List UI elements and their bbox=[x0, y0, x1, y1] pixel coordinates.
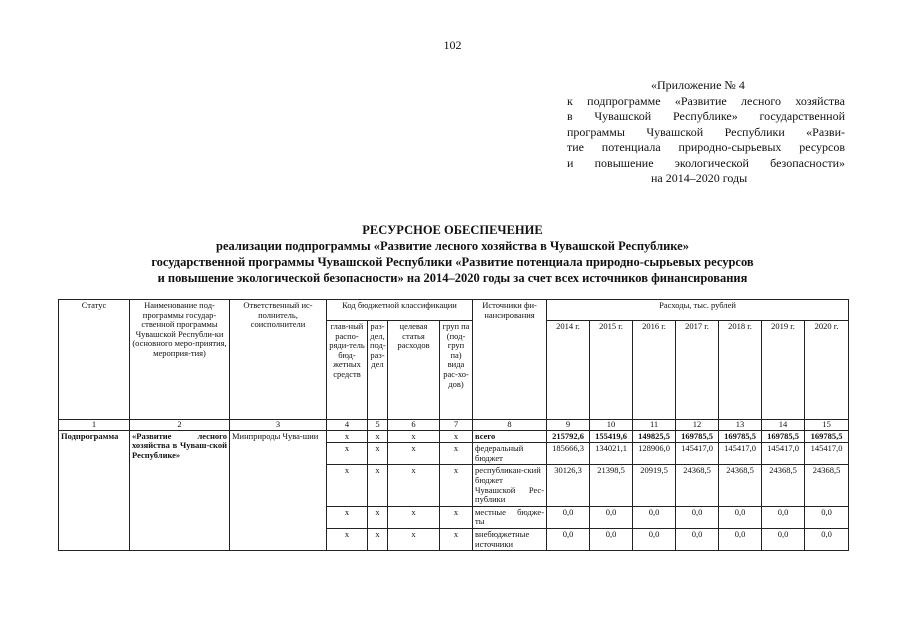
column-number: 5 bbox=[368, 420, 388, 431]
header-year: 2019 г. bbox=[762, 321, 805, 420]
code-cell: x bbox=[388, 506, 440, 528]
program-name-cell: «Развитие лесного хозяйства в Чуваш-ской Республике» bbox=[130, 430, 230, 551]
code-cell: x bbox=[440, 443, 473, 465]
value-cell: 0,0 bbox=[719, 528, 762, 550]
code-cell: x bbox=[440, 506, 473, 528]
column-number: 8 bbox=[473, 420, 547, 431]
value-cell: 24368,5 bbox=[762, 465, 805, 506]
source-cell: местные бюдже-ты bbox=[473, 506, 547, 528]
responsible-cell: Минприроды Чува-шии bbox=[230, 430, 327, 551]
code-cell: x bbox=[327, 506, 368, 528]
appendix-line: тие потенциала природно-сырьевых ресурсов bbox=[567, 140, 845, 154]
value-cell: 0,0 bbox=[719, 506, 762, 528]
document-heading bbox=[0, 222, 905, 286]
appendix-line: в Чувашской Республике» государственной bbox=[567, 109, 845, 123]
value-cell: 0,0 bbox=[762, 506, 805, 528]
column-number: 15 bbox=[805, 420, 849, 431]
value-cell: 30126,3 bbox=[547, 465, 590, 506]
code-cell: x bbox=[368, 430, 388, 443]
column-number: 14 bbox=[762, 420, 805, 431]
code-cell: x bbox=[388, 465, 440, 506]
value-cell: 145417,0 bbox=[762, 443, 805, 465]
code-cell: x bbox=[327, 465, 368, 506]
value-cell: 145417,0 bbox=[676, 443, 719, 465]
value-cell: 24368,5 bbox=[676, 465, 719, 506]
header-status: Статус bbox=[59, 300, 130, 420]
value-cell: 0,0 bbox=[547, 528, 590, 550]
header-year: 2017 г. bbox=[676, 321, 719, 420]
column-number: 11 bbox=[633, 420, 676, 431]
value-cell: 145417,0 bbox=[805, 443, 849, 465]
value-cell: 134021,1 bbox=[590, 443, 633, 465]
value-cell: 0,0 bbox=[633, 506, 676, 528]
code-cell: x bbox=[368, 443, 388, 465]
value-cell: 0,0 bbox=[590, 506, 633, 528]
value-cell: 169785,5 bbox=[762, 430, 805, 443]
code-cell: x bbox=[440, 465, 473, 506]
code-cell: x bbox=[388, 443, 440, 465]
value-cell: 0,0 bbox=[633, 528, 676, 550]
code-cell: x bbox=[368, 506, 388, 528]
header-glavny: глав-ный распо-ряди-тель бюд-жетных средств bbox=[327, 321, 368, 420]
code-cell: x bbox=[368, 465, 388, 506]
value-cell: 0,0 bbox=[762, 528, 805, 550]
code-cell: x bbox=[368, 528, 388, 550]
appendix-line: и повышение экологической безопасности» bbox=[567, 155, 845, 170]
value-cell: 185666,3 bbox=[547, 443, 590, 465]
value-cell: 145417,0 bbox=[719, 443, 762, 465]
code-cell: x bbox=[388, 528, 440, 550]
column-number: 10 bbox=[590, 420, 633, 431]
column-number-row bbox=[59, 420, 849, 431]
heading-line: и повышение экологической безопасности» на 2014–2020 годы за счет всех источников финансирования bbox=[157, 271, 748, 285]
value-cell: 155419,6 bbox=[590, 430, 633, 443]
header-year: 2014 г. bbox=[547, 321, 590, 420]
column-number: 12 bbox=[676, 420, 719, 431]
value-cell: 169785,5 bbox=[719, 430, 762, 443]
header-responsible: Ответственный ис-полнитель, соисполнители bbox=[230, 300, 327, 420]
appendix-line: «Приложение № 4 bbox=[651, 78, 745, 92]
header-razdel: раз-дел, под-раз-дел bbox=[368, 321, 388, 420]
column-number: 6 bbox=[388, 420, 440, 431]
resource-table bbox=[58, 299, 849, 551]
header-group: груп па (под-груп па) вида рас-хо-дов) bbox=[440, 321, 473, 420]
header-year: 2015 г. bbox=[590, 321, 633, 420]
column-number: 13 bbox=[719, 420, 762, 431]
code-cell: x bbox=[327, 443, 368, 465]
value-cell: 0,0 bbox=[805, 528, 849, 550]
heading-line: реализации подпрограммы «Развитие лесного хозяйства в Чувашской Республике» bbox=[216, 239, 689, 253]
header-budget-code: Код бюджетной классификации bbox=[327, 300, 473, 321]
code-cell: x bbox=[440, 528, 473, 550]
source-cell: внебюджетные источники bbox=[473, 528, 547, 550]
value-cell: 0,0 bbox=[590, 528, 633, 550]
appendix-line: к подпрограмме «Развитие лесного хозяйства bbox=[567, 93, 845, 108]
header-target: целевая статья расходов bbox=[388, 321, 440, 420]
source-cell: всего bbox=[473, 430, 547, 443]
code-cell: x bbox=[327, 528, 368, 550]
code-cell: x bbox=[327, 430, 368, 443]
value-cell: 169785,5 bbox=[676, 430, 719, 443]
value-cell: 0,0 bbox=[805, 506, 849, 528]
value-cell: 24368,5 bbox=[719, 465, 762, 506]
appendix-line: на 2014–2020 годы bbox=[651, 171, 748, 185]
column-number: 2 bbox=[130, 420, 230, 431]
header-expenses: Расходы, тыс. рублей bbox=[547, 300, 849, 321]
status-cell: Подпрограмма bbox=[59, 430, 130, 551]
column-number: 1 bbox=[59, 420, 130, 431]
value-cell: 21398,5 bbox=[590, 465, 633, 506]
value-cell: 20919,5 bbox=[633, 465, 676, 506]
source-cell: федеральный бюджет bbox=[473, 443, 547, 465]
header-row bbox=[59, 300, 849, 321]
code-cell: x bbox=[388, 430, 440, 443]
header-year: 2020 г. bbox=[805, 321, 849, 420]
value-cell: 0,0 bbox=[676, 506, 719, 528]
value-cell: 215792,6 bbox=[547, 430, 590, 443]
value-cell: 24368,5 bbox=[805, 465, 849, 506]
header-year: 2016 г. bbox=[633, 321, 676, 420]
column-number: 9 bbox=[547, 420, 590, 431]
column-number: 3 bbox=[230, 420, 327, 431]
appendix-line: программы Чувашской Республики «Разви- bbox=[567, 124, 845, 139]
header-name: Наименование под-программы государ-ственной программы Чувашской Республи-ки (основного меро-приятия, мероприя-тия) bbox=[130, 300, 230, 420]
appendix-note bbox=[567, 78, 845, 187]
value-cell: 0,0 bbox=[676, 528, 719, 550]
header-sources: Источники фи-нансирования bbox=[473, 300, 547, 420]
value-cell: 0,0 bbox=[547, 506, 590, 528]
table-row bbox=[59, 430, 849, 443]
value-cell: 169785,5 bbox=[805, 430, 849, 443]
value-cell: 128906,0 bbox=[633, 443, 676, 465]
code-cell: x bbox=[440, 430, 473, 443]
value-cell: 149825,5 bbox=[633, 430, 676, 443]
page-number: 102 bbox=[443, 38, 462, 52]
header-year: 2018 г. bbox=[719, 321, 762, 420]
heading-line: государственной программы Чувашской Республики «Развитие потенциала природно-сырьевых ресурсов bbox=[151, 255, 754, 269]
column-number: 7 bbox=[440, 420, 473, 431]
source-cell: республикан-ский бюджет Чувашской Рес-публики bbox=[473, 465, 547, 506]
column-number: 4 bbox=[327, 420, 368, 431]
heading-title: РЕСУРСНОЕ ОБЕСПЕЧЕНИЕ bbox=[362, 223, 543, 237]
